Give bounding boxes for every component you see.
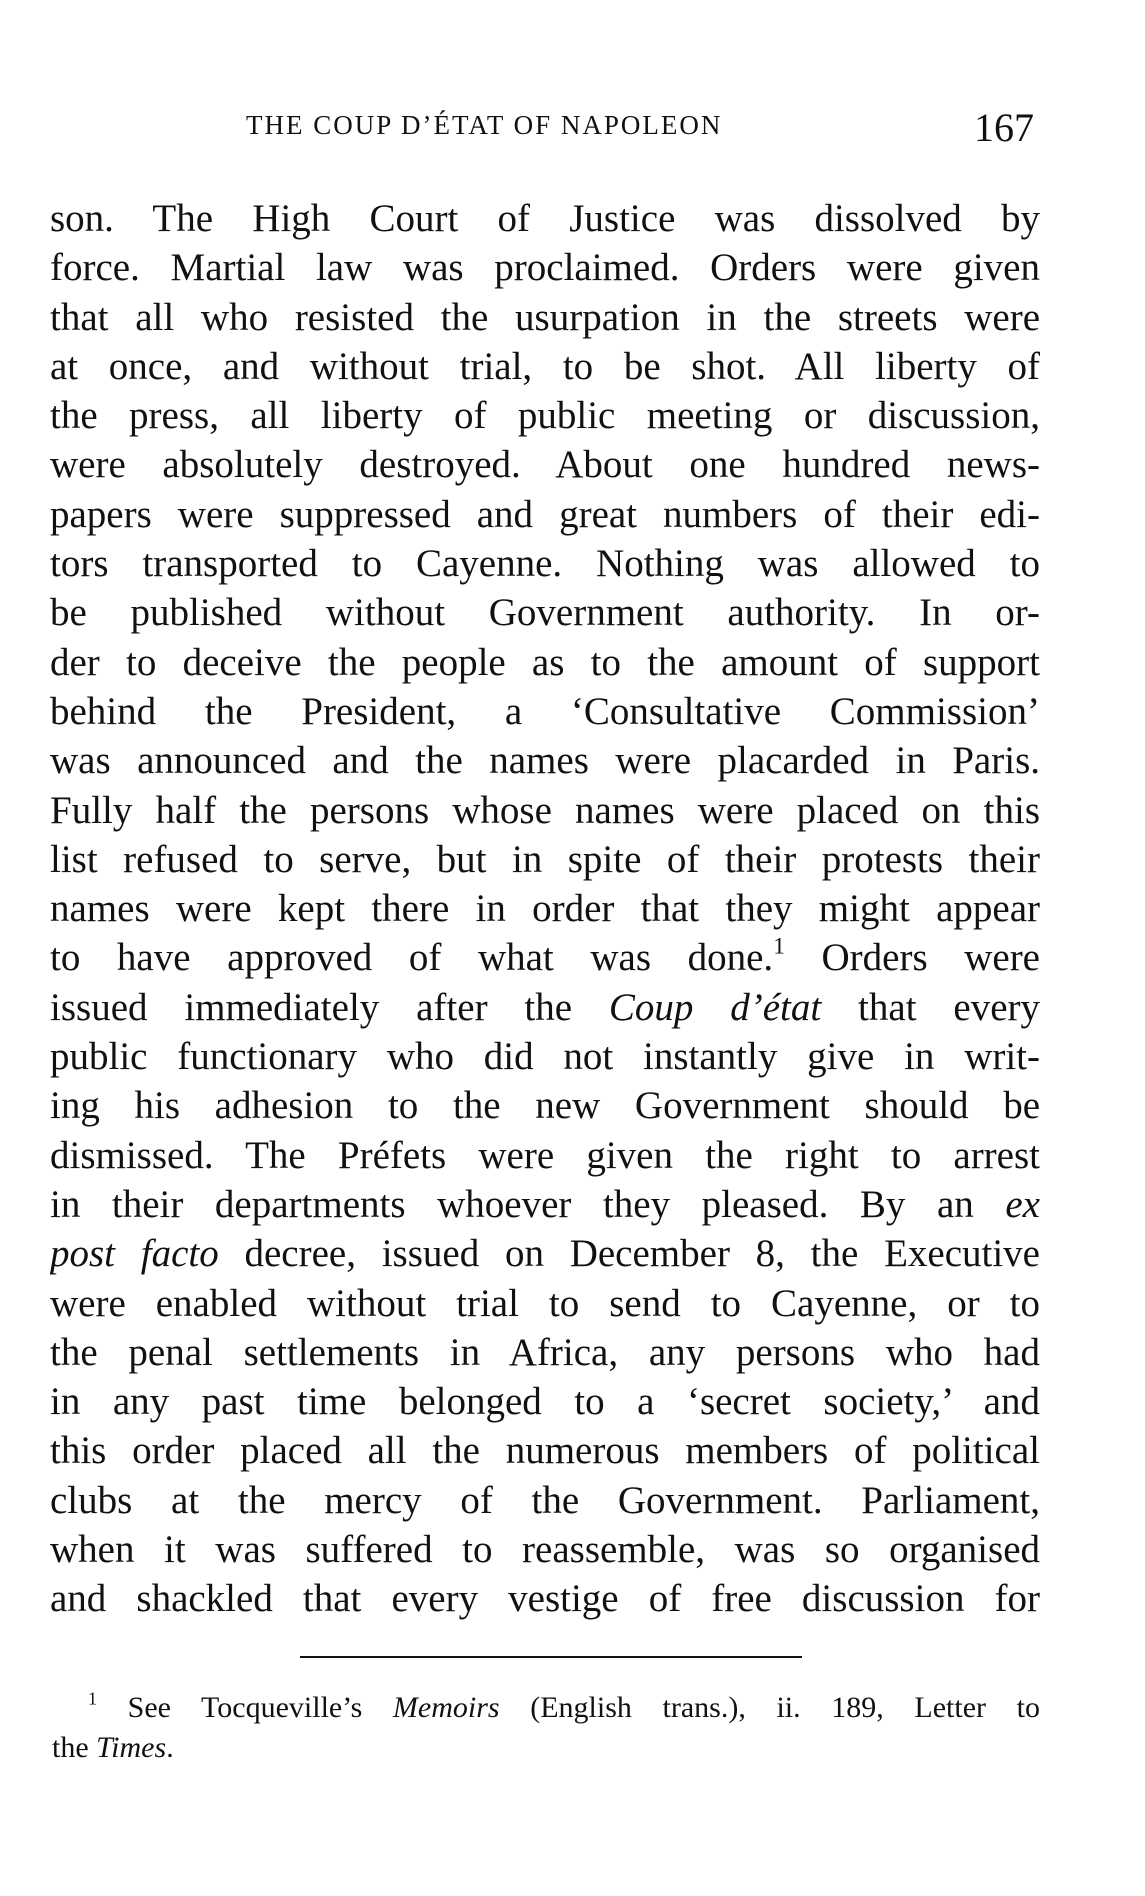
text-line: clubs at the mercy of the Government. Parliament, <box>50 1478 1040 1522</box>
text-line: behind the President, a ‘Consultative Commission’ <box>50 689 1040 733</box>
italic-phrase: ex <box>1005 1182 1040 1226</box>
footnote-line <box>52 1688 1040 1728</box>
text-line <box>50 1180 1040 1229</box>
text-line <box>50 933 1040 982</box>
footnote-segment: (English trans.), ii. 189, Letter to <box>499 1691 1041 1724</box>
text-line: was announced and the names were placarded in Paris. <box>50 739 1040 783</box>
text-line: that all who resisted the usurpation in the streets were <box>50 295 1040 339</box>
text-line: dismissed. The Préfets were given the right to arrest <box>50 1133 1040 1177</box>
text-line: and shackled that every vestige of free discussion for <box>50 1577 1040 1621</box>
footnote-italic-title: Memoirs <box>392 1691 500 1724</box>
text-line: force. Martial law was proclaimed. Orders were given <box>50 246 1040 290</box>
text-line: in any past time belonged to a ‘secret society,’ and <box>50 1380 1040 1424</box>
text-line: public functionary who did not instantly give in writ- <box>50 1035 1040 1079</box>
text-segment: to have approved of what was done. <box>50 936 774 980</box>
body-text <box>50 194 1040 1624</box>
text-line: Fully half the persons whose names were placed on this <box>50 788 1040 832</box>
text-line: ing his adhesion to the new Government should be <box>50 1084 1040 1128</box>
footnote-italic-title: Times <box>96 1731 167 1764</box>
text-segment: in their departments whoever they pleased. By an <box>50 1182 1006 1226</box>
text-line <box>50 1229 1040 1278</box>
text-line: tors transported to Cayenne. Nothing was allowed to <box>50 542 1040 586</box>
text-line: be published without Government authority. In or- <box>50 591 1040 635</box>
text-line: der to deceive the people as to the amount of support <box>50 640 1040 684</box>
text-line: son. The High Court of Justice was dissolved by <box>50 197 1040 240</box>
running-title: THE COUP D’ÉTAT OF NAPOLEON <box>246 110 723 140</box>
text-line: list refused to serve, but in spite of their protests their <box>50 837 1040 881</box>
footnote-divider <box>300 1656 802 1658</box>
text-line: when it was suffered to reassemble, was so organised <box>50 1528 1040 1572</box>
text-line: the press, all liberty of public meeting or discussion, <box>50 394 1040 438</box>
footnote-segment: the <box>52 1731 97 1764</box>
italic-phrase: post facto <box>50 1232 219 1276</box>
text-segment: Orders were <box>784 936 1040 980</box>
text-line: were enabled without trial to send to Cayenne, or to <box>50 1281 1040 1325</box>
page-header <box>50 104 1042 148</box>
footnote-segment: . <box>166 1731 174 1764</box>
text-line: this order placed all the numerous members of political <box>50 1429 1040 1473</box>
page-number: 167 <box>974 105 1034 150</box>
text-segment: decree, issued on December 8, the Executive <box>218 1232 1040 1276</box>
italic-phrase: Coup d’état <box>608 985 822 1029</box>
text-line <box>50 983 1040 1032</box>
text-segment: issued immediately after the <box>50 985 609 1029</box>
text-line: the penal settlements in Africa, any persons who had <box>50 1330 1040 1374</box>
footnote <box>52 1688 1040 1768</box>
text-line: at once, and without trial, to be shot. All liberty of <box>50 344 1040 388</box>
footnote-segment: See Tocqueville’s <box>97 1691 393 1724</box>
text-segment: that every <box>821 985 1040 1029</box>
footnote-marker: 1 <box>88 1688 97 1709</box>
text-line: were absolutely destroyed. About one hundred news- <box>50 443 1040 487</box>
text-line: papers were suppressed and great numbers of their edi- <box>50 492 1040 536</box>
footnote-reference: 1 <box>773 934 785 961</box>
footnote-line <box>52 1728 1040 1768</box>
text-line: names were kept there in order that they might appear <box>50 887 1040 931</box>
